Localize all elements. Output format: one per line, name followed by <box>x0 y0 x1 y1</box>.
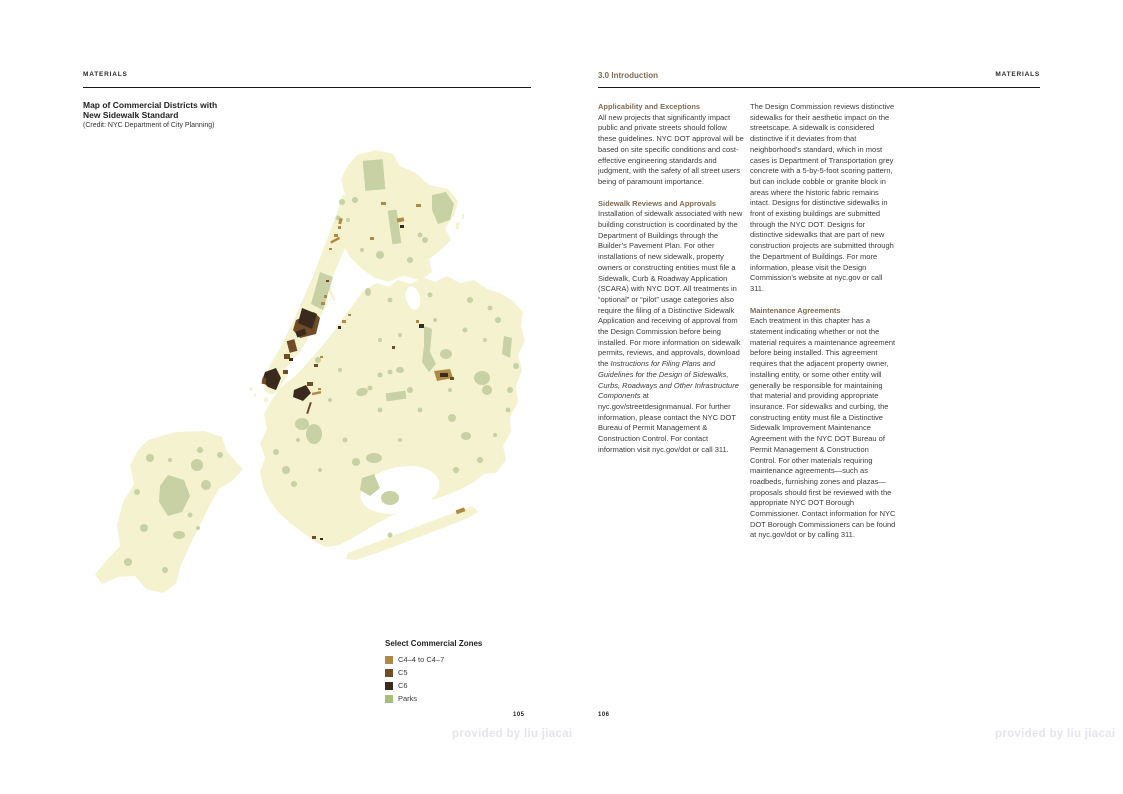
paragraph-part1: Installation of sidewalk associated with new building construction is coordinated by the Department of Buildings through the Builder’s Pavement Plan. For other installations of new sidewalk, property owners or constructing entities must file a Sidewalk, Curb & Roadway Application (SCARA) with NYC DOT. All treatments in “optional” or “pilot” usage categories also require the filing of a Distinctive Sidewalk Application and receiving of approval from the Design Commission before being installed. For more information on sidewalk permits, reviews, and approvals, download the <box>598 209 743 369</box>
legend-swatch-c4 <box>385 656 393 664</box>
legend-label-parks: Parks <box>398 694 418 703</box>
watermark-right: provided by liu jiacai <box>995 728 1116 740</box>
watermark-left: provided by liu jiacai <box>452 728 573 740</box>
running-header-right: MATERIALS <box>995 71 1040 78</box>
page-number-right: 106 <box>598 712 610 718</box>
map-legend <box>385 639 482 707</box>
header-rule-right <box>598 87 1040 88</box>
paragraph-design-commission: The Design Commission reviews distinctive sidewalks for their aesthetic impact on the streetscape. A sidewalk is considered distinctive if it deviates from that neighborhood’s standard, which in most cases is Department of Transportation grey concrete with a 5-by-5-foot scoring pattern, but can include cobble or granite block in areas where the historic fabric remains intact. Designs for distinctive sidewalks in front of existing buildings are submitted through the NYC DOT. Designs for distinctive sidewalks that are part of new construction projects are submitted through the Department of Buildings. For more information, please visit the Design Commission’s website at nyc.gov or call 311. <box>750 102 895 293</box>
paragraph-sidewalk-reviews <box>598 209 744 455</box>
map-caption <box>83 100 217 130</box>
heading-applicability: Applicability and Exceptions <box>598 102 701 111</box>
heading-sidewalk-reviews: Sidewalk Reviews and Approvals <box>598 198 717 208</box>
map-caption-title-line1: Map of Commercial Districts with <box>83 100 218 110</box>
header-rule-left <box>83 87 531 88</box>
section-gap <box>598 188 744 199</box>
section-gap <box>750 295 896 306</box>
legend-title: Select Commercial Zones <box>385 639 483 648</box>
heading-maintenance-agreements: Maintenance Agreements <box>750 305 841 315</box>
legend-swatch-c5 <box>385 669 393 677</box>
legend-label-c4: C4–4 to C4–7 <box>398 655 445 664</box>
legend-item-c6 <box>385 681 482 690</box>
legend-label-c6: C6 <box>398 681 408 690</box>
legend-swatch-parks <box>385 695 393 703</box>
paragraph-applicability: All new projects that significantly impact public and private streets should follow these guidelines. NYC DOT approval will be based on site specific conditions and cost-effective engineering standards and judgment, with the safety of all street users being of paramount importance. <box>598 112 744 186</box>
nyc-commercial-districts-map <box>80 140 560 620</box>
legend-label-c5: C5 <box>398 668 408 677</box>
text-column-1 <box>598 102 744 456</box>
legend-item-c4 <box>385 655 482 664</box>
legend-swatch-c6 <box>385 682 393 690</box>
legend-item-parks <box>385 694 482 703</box>
van-cortlandt-park <box>363 159 386 191</box>
map-caption-title-line2: New Sidewalk Standard <box>83 110 179 120</box>
governors-island <box>264 398 269 403</box>
running-header-left: MATERIALS <box>83 71 128 78</box>
paragraph-part2: at nyc.gov/streetdesignmanual. For further information, please contact the NYC DOT Bureau of Permit Management & Construction Control. For contact information visit nyc.gov/dot or call 311. <box>598 391 736 454</box>
map-caption-credit: (Credit: NYC Department of City Planning) <box>83 122 215 129</box>
prospect-park <box>306 424 322 444</box>
paragraph-maintenance-agreements: Each treatment in this chapter has a statement indicating whether or not the material requires a maintenance agreement before being installed. This agreement requires that the adjacent property owner, installing entity, or some other entity will generally be responsible for maintaining that material and providing appropriate insurance. For sidewalks and curbing, the constructing entity must file a Distinctive Sidewalk Improvement Maintenance Agreement with the NYC DOT Bureau of Permit Management & Construction Control. For other materials requiring maintenance agreements—such as roadbeds, furnishing zones and plazas—proposals should first be reviewed with the appropriate NYC DOT Borough Commissioner. Contact information for NYC DOT Borough Commissioners can be found at nyc.gov/dot or by calling 311. <box>750 316 896 540</box>
text-column-2 <box>750 102 896 541</box>
page-number-left: 105 <box>513 712 525 718</box>
document-title-italic: Instructions for Filing Plans and Guidelines for the Design of Sidewalks, Curbs, Roadways and Other Infrastructure Components <box>598 359 739 401</box>
legend-item-c5 <box>385 668 482 677</box>
section-header: 3.0 Introduction <box>598 71 658 80</box>
